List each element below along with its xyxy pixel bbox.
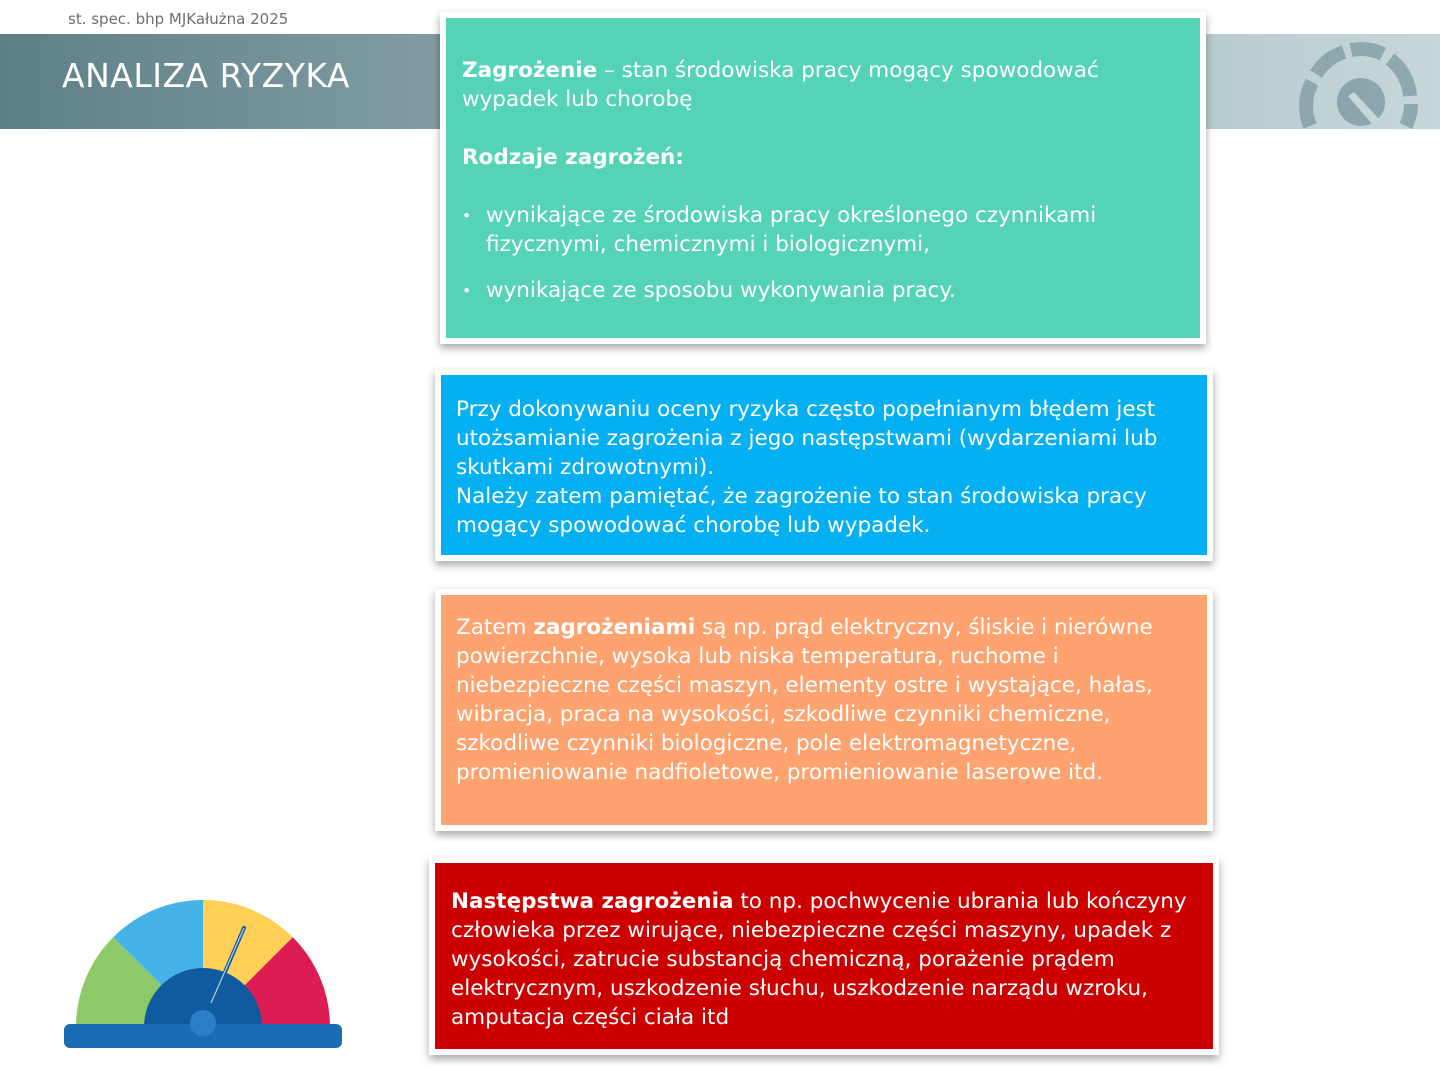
hazard-examples-card	[435, 589, 1213, 831]
author-credit: st. spec. bhp MJKałużna 2025	[68, 10, 289, 28]
bullet-icon: •	[462, 281, 472, 300]
page-title: ANALIZA RYZYKA	[62, 56, 350, 95]
hazard-types-list	[462, 201, 1184, 305]
consequences-term: Następstwa zagrożenia	[451, 889, 734, 914]
list-item: • wynikające ze sposobu wykonywania pracy.	[462, 278, 956, 303]
hazard-term: Zagrożenie	[462, 58, 598, 83]
common-mistake-card	[435, 369, 1213, 561]
hazard-consequences-card	[429, 857, 1219, 1055]
hazard-definition-text: – stan środowiska pracy mogący spowodować wypadek lub chorobę	[462, 58, 1099, 112]
examples-text: Zatem zagrożeniami są np. prąd elektryczny, śliskie i nierówne powierzchnie, wysoka lub niska temperatura, ruchome i niebezpieczne części maszyn, elementy ostre i wystające, hałas, wibracja, praca na wysokości, szkodliwe czynniki chemiczne, szkodliwe czynniki biologiczne, pole elektromagnetyczne, promieniowanie nadfioletowe, promieniowanie laserowe itd.	[456, 615, 1153, 785]
speedometer-icon	[1288, 34, 1428, 129]
list-item: • wynikające ze środowiska pracy określonego czynnikami fizycznymi, chemicznymi i biologicznymi,	[462, 203, 1097, 257]
hazard-definition	[462, 56, 1184, 114]
consequences-text: Następstwa zagrożenia to np. pochwycenie ubrania lub kończyny człowieka przez wirujące, niebezpieczne części maszyny, upadek z wysokości, zatrucie substancją chemiczną, porażenie prądem elektrycznym, uszkodzenie słuchu, uszkodzenie narządu wzroku, amputacja części ciała itd	[451, 889, 1187, 1030]
mistake-text: Przy dokonywaniu oceny ryzyka często popełnianym błędem jest utożsamianie zagrożenia z jego następstwami (wydarzeniami lub skutkami zdrowotnymi).	[456, 397, 1158, 480]
risk-gauge-illustration	[62, 893, 344, 1051]
mistake-reminder: Należy zatem pamiętać, że zagrożenie to stan środowiska pracy mogący spowodować chorobę lub wypadek.	[456, 484, 1147, 538]
bullet-icon: •	[462, 206, 472, 225]
hazard-definition-card	[440, 12, 1206, 344]
gauge-pivot	[190, 1010, 216, 1036]
hazard-types-heading: Rodzaje zagrożeń:	[462, 145, 684, 170]
examples-term: zagrożeniami	[533, 615, 696, 640]
